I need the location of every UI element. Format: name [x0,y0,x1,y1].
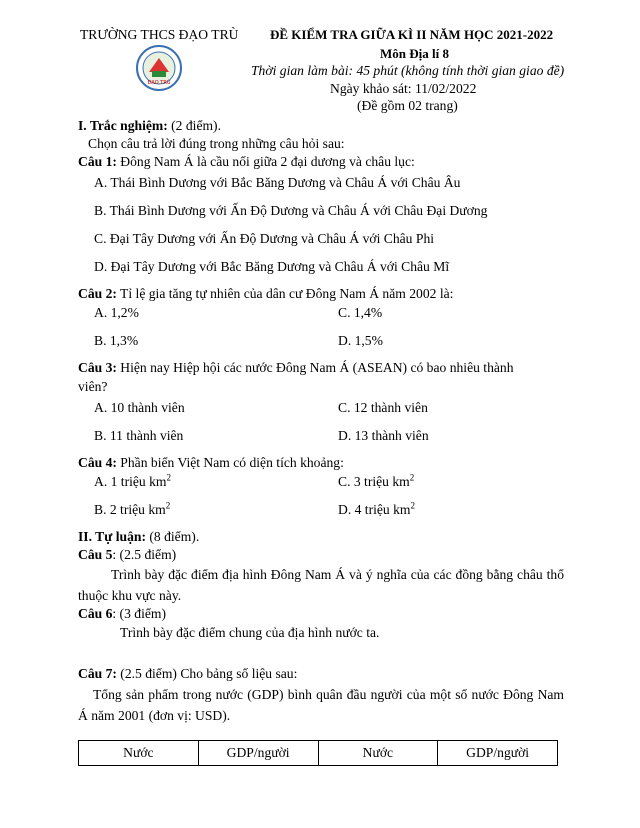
q5-points: : (2.5 điểm) [112,547,177,562]
q1-option-d: D. Đại Tây Dương với Bắc Băng Dương và Châu Á với Châu Mĩ [94,259,450,274]
table-header-cell: Nước [318,741,438,766]
q4-option-c: C. 3 triệu $km^2$ [338,472,415,489]
q2-option-c: C. 1,4% [338,305,383,320]
q3-option-d: D. 13 thành viên [338,428,429,443]
q2-option-a: A. 1,2% [94,305,139,320]
section1-heading [78,118,221,134]
q1-option-a: A. Thái Bình Dương với Bắc Băng Dương và Châu Á với Châu Âu [94,175,461,190]
q5-heading [78,547,176,563]
q1-text: Đông Nam Á là cầu nối giữa 2 đại dương và châu lục: [116,154,415,169]
exam-subject: Môn Địa lí 8 [380,46,449,61]
q3-stem [78,360,514,376]
q3-option-b: B. 11 thành viên [94,428,184,443]
section2-title: II. Tự luận: [78,529,146,544]
q5-label: Câu 5 [78,547,113,562]
q3-option-c: C. 12 thành viên [338,400,428,415]
section2-heading [78,529,199,545]
q1-stem [78,154,415,170]
q5-text: Trình bày đặc điểm địa hình Đông Nam Á và ý nghĩa của các đồng bằng châu thổ thuộc khu vực này. [78,567,564,603]
q7-heading [78,666,297,682]
q4-option-d: D. 4 triệu $km^2$ [338,500,415,517]
q6-label: Câu 6 [78,606,113,621]
section2-points: (8 điểm). [145,529,200,544]
q4-option-b: B. 2 triệu $km^2$ [94,500,171,517]
table-header-row [79,741,558,766]
q4-label: Câu 4: [78,455,117,470]
section1-instruction: Chọn câu trả lời đúng trong những câu hỏi sau: [88,136,345,151]
table-header-cell: Nước [79,741,199,766]
q1-option-b: B. Thái Bình Dương với Ấn Độ Dương và Châu Á với Châu Đại Dương [94,203,488,218]
q4-option-a: A. 1 triệu $km^2$ [94,472,171,489]
q2-stem [78,286,453,302]
exam-time: Thời gian làm bài: 45 phút (không tính thời gian giao đề) [251,63,565,78]
q6-heading [78,606,166,622]
q2-label: Câu 2: [78,286,117,301]
section1-points: (2 điểm). [167,118,221,133]
q3-option-a: A. 10 thành viên [94,400,185,415]
q4-text: Phần biển Việt Nam có diện tích khoảng: [116,455,344,470]
q2-option-d: D. 1,5% [338,333,383,348]
table-header-cell: GDP/người [438,741,558,766]
logo-text: ĐẠO TRÙ [147,80,171,86]
exam-date: Ngày khảo sát: 11/02/2022 [330,81,477,96]
q2-text: Tỉ lệ gia tăng tự nhiên của dân cư Đông Nam Á năm 2002 là: [116,286,454,301]
q1-option-c: C. Đại Tây Dương với Ấn Độ Dương và Châu Á với Châu Phi [94,231,435,246]
table-header-cell: GDP/người [198,741,318,766]
exam-pages: (Đề gồm 02 trang) [357,98,458,113]
q3-text: Hiện nay Hiệp hội các nước Đông Nam Á (ASEAN) có bao nhiêu thành [116,360,514,375]
q6-text: Trình bày đặc điểm chung của địa hình nước ta. [120,625,380,640]
q7-label: Câu 7: [78,666,117,681]
q6-points: : (3 điểm) [112,606,166,621]
q7-points: (2.5 điểm) Cho bảng số liệu sau: [116,666,298,681]
school-name: TRƯỜNG THCS ĐẠO TRÙ [80,27,239,42]
section1-title: I. Trắc nghiệm: [78,118,168,133]
q3-stem-cont: viên? [78,379,108,394]
school-logo [135,44,183,92]
q2-option-b: B. 1,3% [94,333,139,348]
exam-title: ĐỀ KIỂM TRA GIỮA KÌ II NĂM HỌC 2021-2022 [270,27,554,42]
q3-label: Câu 3: [78,360,117,375]
gdp-table [78,740,558,766]
q4-stem [78,455,344,471]
q1-label: Câu 1: [78,154,117,169]
q7-text: Tổng sản phẩm trong nước (GDP) bình quân đầu người của một số nước Đông Nam Á năm 2001 (đơn vị: USD). [78,687,564,723]
